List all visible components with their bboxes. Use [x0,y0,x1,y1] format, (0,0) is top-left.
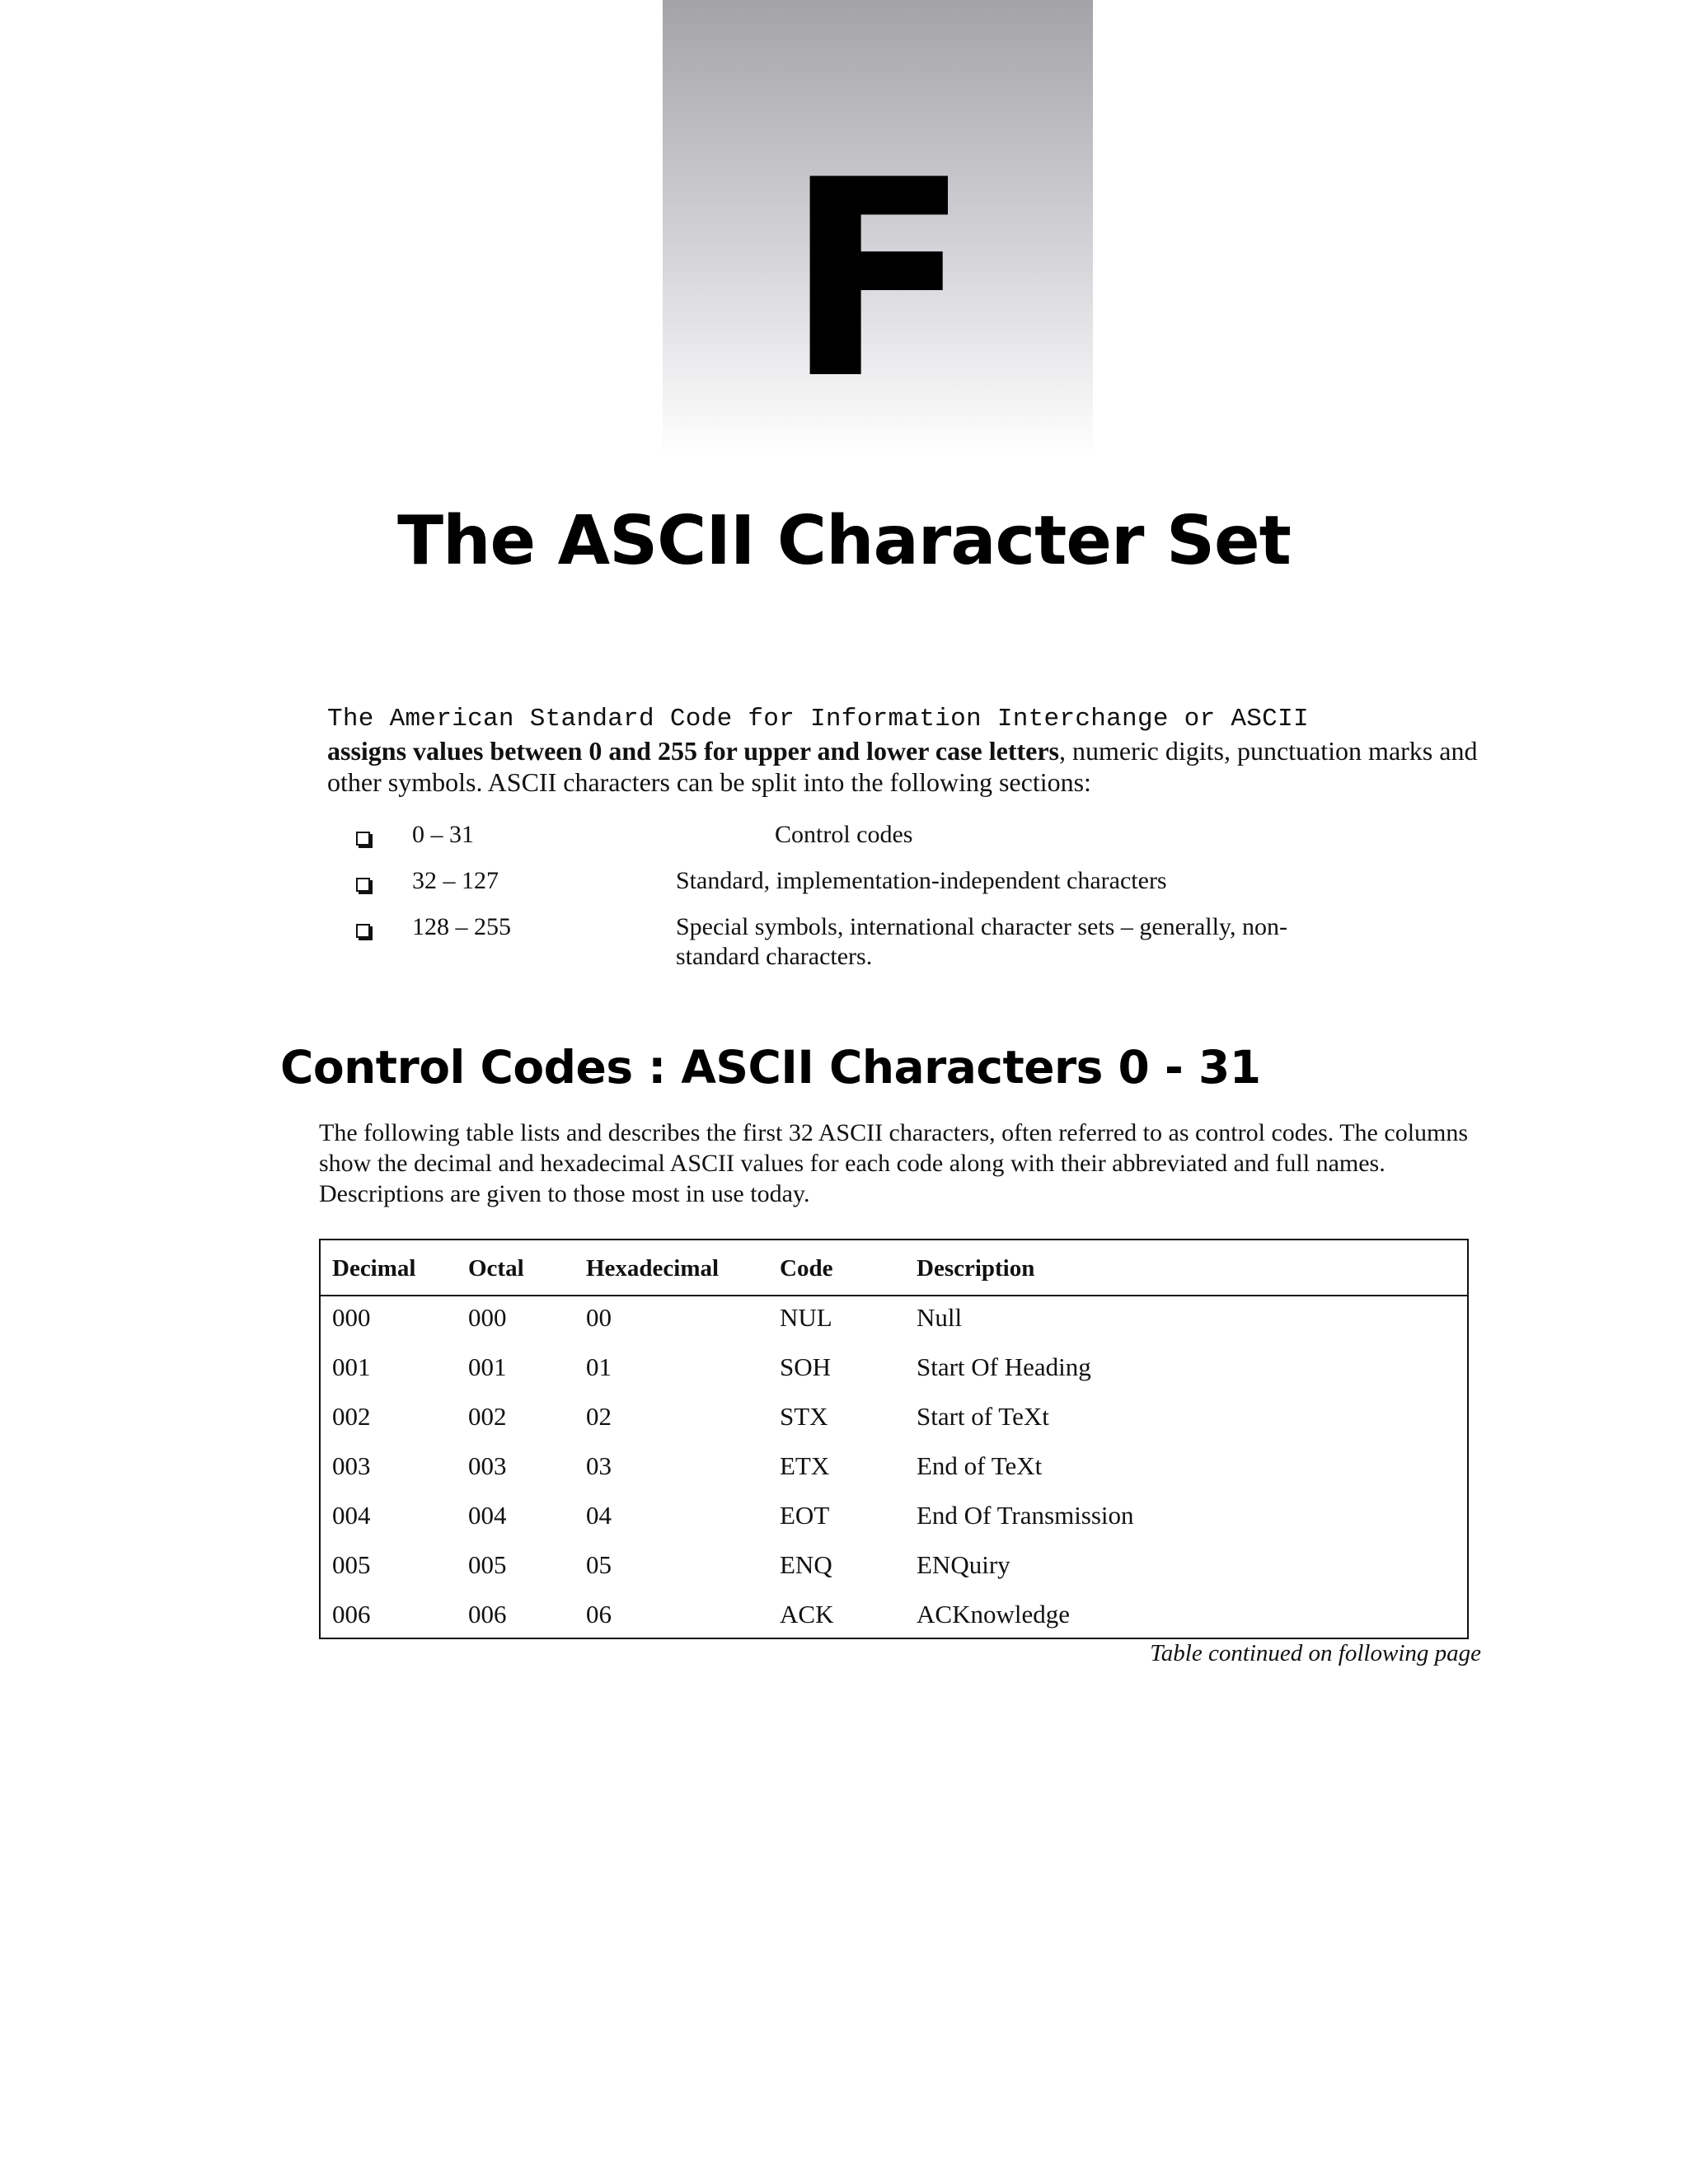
range-description: Standard, implementation-independent characters [676,867,1167,894]
section-heading: Control Codes : ASCII Characters 0 - 31 [280,1041,1261,1094]
section-intro: The following table lists and describes the first 32 ASCII characters, often referred to as control codes. The columns show the decimal and hexadecimal ASCII values for each code along with their abbreviated and full names. Descriptions are given to those most in use today. [319,1119,1469,1207]
checkbox-bullet-icon [356,924,370,938]
checkbox-bullet-icon [356,832,370,846]
cell-description: Null [917,1303,963,1332]
cell-code: ETX [780,1451,830,1480]
cell-hex: 05 [586,1550,612,1579]
cell-hex: 06 [586,1600,612,1629]
cell-hex: 00 [586,1303,612,1332]
table-row [321,1544,1467,1593]
list-item [354,866,1426,912]
header-decimal: Decimal [332,1255,416,1282]
cell-decimal: 004 [332,1501,371,1530]
table-header [321,1240,1467,1296]
cell-description: Start of TeXt [917,1402,1049,1431]
chapter-tab [663,0,1093,457]
cell-octal: 000 [468,1303,507,1332]
range-label: 32 – 127 [412,867,499,894]
cell-octal: 005 [468,1550,507,1579]
table-row [321,1494,1467,1544]
cell-decimal: 000 [332,1303,371,1332]
table-row [321,1445,1467,1494]
cell-description: ACKnowledge [917,1600,1070,1629]
cell-octal: 001 [468,1352,507,1381]
cell-description: Start Of Heading [917,1352,1091,1381]
header-code: Code [780,1255,833,1282]
range-description: Special symbols, international character sets – generally, non-standard characters. [676,913,1287,970]
intro-rest-text: , numeric digits, punctuation marks and other symbols. ASCII characters can be split into the following sections: [327,736,1478,797]
cell-code: NUL [780,1303,832,1332]
cell-decimal: 005 [332,1550,371,1579]
cell-decimal: 001 [332,1352,371,1381]
cell-octal: 004 [468,1501,507,1530]
cell-hex: 01 [586,1352,612,1381]
table-row [321,1296,1467,1346]
cell-description: End of TeXt [917,1451,1043,1480]
cell-decimal: 003 [332,1451,371,1480]
list-item [354,912,1426,978]
sections-list [354,820,1426,978]
table-row [321,1346,1467,1395]
table-continued-note: Table continued on following page [1150,1640,1481,1666]
intro-bold-text: assigns values between 0 and 255 for upper and lower case letters [327,736,1059,766]
header-description: Description [917,1255,1035,1282]
range-label: 0 – 31 [412,821,474,848]
cell-hex: 02 [586,1402,612,1431]
cell-decimal: 006 [332,1600,371,1629]
cell-octal: 002 [468,1402,507,1431]
checkbox-bullet-icon [356,878,370,892]
header-octal: Octal [468,1255,524,1282]
cell-code: STX [780,1402,828,1431]
cell-code: EOT [780,1501,830,1530]
cell-hex: 03 [586,1451,612,1480]
cell-description: End Of Transmission [917,1501,1134,1530]
intro-paragraph [327,701,1498,798]
cell-hex: 04 [586,1501,612,1530]
range-description: Control codes [775,821,913,848]
chapter-letter: F [785,122,971,438]
cell-description: ENQuiry [917,1550,1010,1579]
cell-code: ENQ [780,1550,832,1579]
cell-octal: 003 [468,1451,507,1480]
list-item [354,820,1426,866]
range-label: 128 – 255 [412,913,511,940]
intro-mono-text: The American Standard Code for Information Interchange or ASCII [327,705,1309,733]
table-row [321,1593,1467,1643]
page-title: The ASCII Character Set [397,502,1291,580]
header-hexadecimal: Hexadecimal [586,1255,720,1282]
cell-code: SOH [780,1352,832,1381]
table-row [321,1395,1467,1445]
ascii-table [319,1239,1469,1639]
cell-octal: 006 [468,1600,507,1629]
cell-code: ACK [780,1600,834,1629]
cell-decimal: 002 [332,1402,371,1431]
